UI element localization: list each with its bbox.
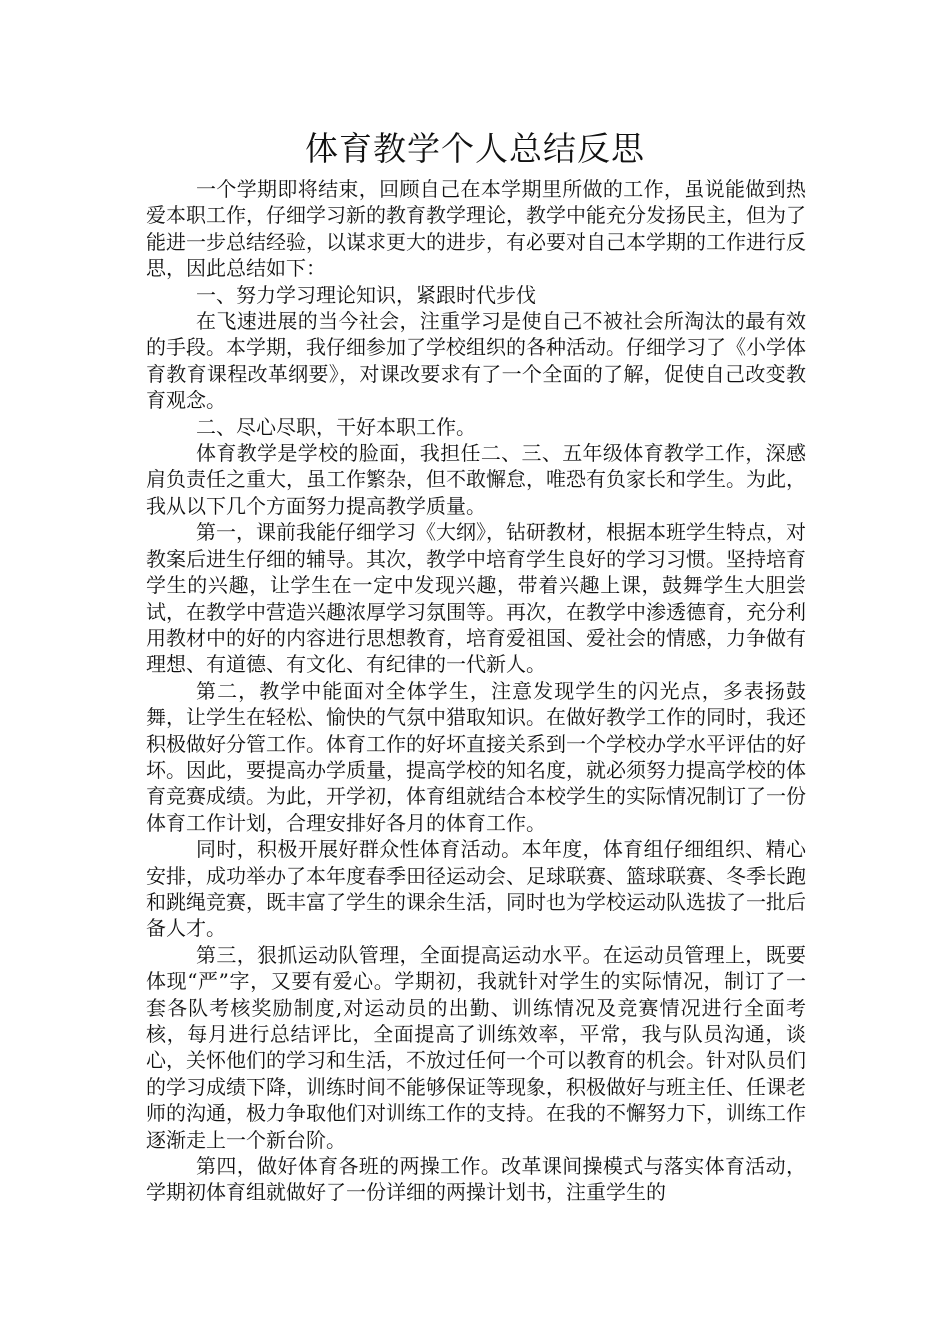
paragraph-intro: 一个学期即将结束，回顾自己在本学期里所做的工作，虽说能做到热爱本职工作，仔细学习新的教育教学理论，教学中能充分发扬民主，但为了能进一步总结经验，以谋求更大的进步，有必要对自己本学期的工作进行反思，因此总结如下： — [146, 177, 806, 281]
paragraph-teaching: 体育教学是学校的脸面，我担任二、三、五年级体育教学工作，深感肩负责任之重大，虽工作繁杂，但不敢懈怠，唯恐有负家长和学生。为此，我从以下几个方面努力提高教学质量。 — [146, 441, 806, 518]
paragraph-third: 第三，狠抓运动队管理，全面提高运动水平。在运动员管理上，既要体现“严”字，又要有爱心。学期初，我就针对学生的实际情况，制订了一套各队考核奖励制度,对运动员的出勤、训练情况及竞赛情况进行全面考核，每月进行总结评比，全面提高了训练效率，平常，我与队员沟通，谈心，关怀他们的学习和生活，不放过任何一个可以教育的机会。针对队员们的学习成绩下降，训练时间不能够保证等现象，积极做好与班主任、任课老师的沟通，极力争取他们对训练工作的支持。在我的不懈努力下，训练工作逐渐走上一个新台阶。 — [146, 942, 806, 1152]
document-body — [146, 176, 806, 1206]
section-heading-2: 二、尽心尽职，干好本职工作。 — [196, 414, 476, 439]
document-title: 体育教学个人总结反思 — [305, 129, 645, 168]
section-heading-1: 一、努力学习理论知识，紧跟时代步伐 — [196, 282, 536, 307]
paragraph-second: 第二，教学中能面对全体学生，注意发现学生的闪光点，多表扬鼓舞，让学生在轻松、愉快的气氛中猎取知识。在做好教学工作的同时，我还积极做好分管工作。体育工作的好坏直接关系到一个学校办学水平评估的好坏。因此，要提高办学质量，提高学校的知名度，就必须努力提高学校的体育竞赛成绩。为此，开学初，体育组就结合本校学生的实际情况制订了一份体育工作计划，合理安排好各月的体育工作。 — [146, 678, 806, 835]
paragraph-first: 第一，课前我能仔细学习《大纲》，钻研教材，根据本班学生特点，对教案后进生仔细的辅导。其次，教学中培育学生良好的学习习惯。坚持培育学生的兴趣，让学生在一定中发现兴趣，带着兴趣上课，鼓舞学生大胆尝试，在教学中营造兴趣浓厚学习氛围等。再次，在教学中渗透德育，充分利用教材中的好的内容进行思想教育，培育爱祖国、爱社会的情感，力争做有理想、有道德、有文化、有纪律的一代新人。 — [146, 520, 806, 677]
paragraph-study: 在飞速进展的当今社会，注重学习是使自己不被社会所淘汰的最有效的手段。本学期，我仔细参加了学校组织的各种活动。仔细学习了《小学体育教育课程改革纲要》，对课改要求有了一个全面的了解，促使自己改变教育观念。 — [146, 309, 806, 413]
paragraph-fourth: 第四，做好体育各班的两操工作。改革课间操模式与落实体育活动，学期初体育组就做好了一份详细的两操计划书，注重学生的 — [146, 1154, 806, 1205]
paragraph-activities: 同时，积极开展好群众性体育活动。本年度，体育组仔细组织、精心安排，成功举办了本年度春季田径运动会、足球联赛、篮球联赛、冬季长跑和跳绳竞赛，既丰富了学生的课余生活，同时也为学校运动队选拔了一批后备人才。 — [146, 837, 806, 941]
